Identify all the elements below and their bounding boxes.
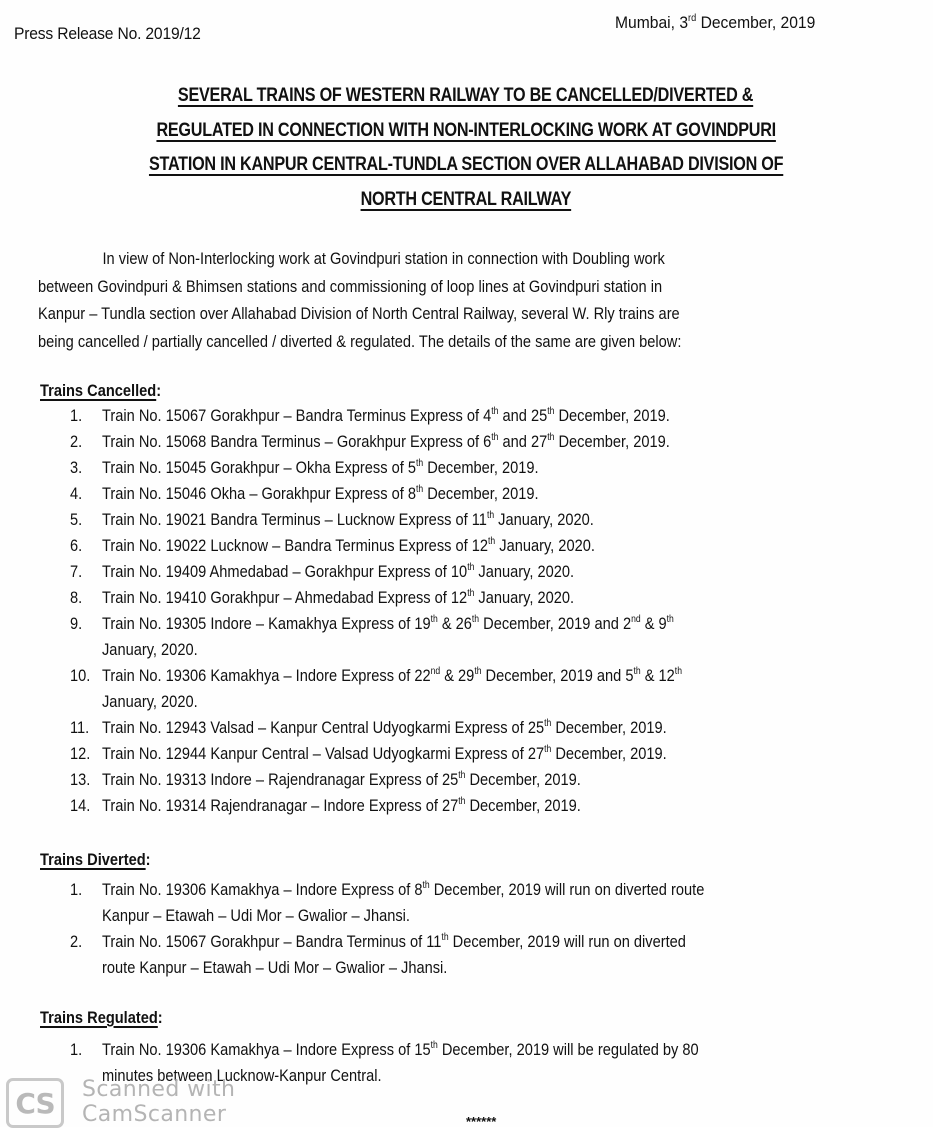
intro-line: being cancelled / partially cancelled / diverted & regulated. The details of the same are given below: <box>38 331 682 351</box>
end-marker: ****** <box>466 1114 497 1129</box>
list-item <box>40 715 920 741</box>
press-release-number: Press Release No. 2019/12 <box>14 24 201 43</box>
section-heading-diverted: Trains Diverted: <box>40 850 151 869</box>
section-heading-regulated: Trains Regulated: <box>40 1008 163 1027</box>
item-number: 6. <box>70 536 83 555</box>
item-text: Train No. 19306 Kamakhya – Indore Express of 15th December, 2019 will be regulated by 80 <box>102 1040 699 1059</box>
item-number: 2. <box>70 932 83 951</box>
item-number: 8. <box>70 588 83 607</box>
item-number: 7. <box>70 562 83 581</box>
item-text: Train No. 15045 Gorakhpur – Okha Express of 5th December, 2019. <box>102 458 539 477</box>
camscanner-watermark <box>82 1077 235 1127</box>
title-line: NORTH CENTRAL RAILWAY <box>360 187 572 210</box>
item-number: 13. <box>70 770 91 789</box>
list-item <box>40 481 920 507</box>
list-item <box>40 877 920 929</box>
item-text-continued: January, 2020. <box>102 692 198 711</box>
item-number: 4. <box>70 484 83 503</box>
item-text: Train No. 19306 Kamakhya – Indore Express of 8th December, 2019 will run on diverted route <box>102 880 705 899</box>
cancelled-trains-list <box>40 403 920 819</box>
item-text: Train No. 19305 Indore – Kamakhya Express of 19th & 26th December, 2019 and 2nd & 9th <box>102 614 674 633</box>
intro-line: Kanpur – Tundla section over Allahabad Division of North Central Railway, several W. Rly trains are <box>38 304 680 323</box>
list-item <box>40 767 920 793</box>
item-text: Train No. 19313 Indore – Rajendranagar Express of 25th December, 2019. <box>102 770 581 789</box>
title-line: STATION IN KANPUR CENTRAL-TUNDLA SECTION OVER ALLAHABAD DIVISION OF <box>148 153 784 175</box>
list-item <box>40 533 920 559</box>
list-item <box>40 455 920 481</box>
section-heading-cancelled: Trains Cancelled: <box>40 381 162 400</box>
intro-line: between Govindpuri & Bhimsen stations and commissioning of loop lines at Govindpuri station in <box>38 276 663 296</box>
item-number: 1. <box>70 880 83 899</box>
intro-line: In view of Non-Interlocking work at Govindpuri station in connection with Doubling work <box>102 249 665 268</box>
camscanner-logo-icon: CS <box>6 1078 64 1128</box>
list-item <box>40 507 920 533</box>
date-prefix: Mumbai, 3 <box>615 13 689 32</box>
list-item <box>40 611 920 663</box>
item-text: Train No. 19021 Bandra Terminus – Lucknow Express of 11th January, 2020. <box>102 510 594 529</box>
item-number: 5. <box>70 510 83 529</box>
list-item <box>40 585 920 611</box>
item-text: Train No. 12943 Valsad – Kanpur Central Udyogkarmi Express of 25th December, 2019. <box>102 718 667 737</box>
item-text: Train No. 15067 Gorakhpur – Bandra Terminus Express of 4th and 25th December, 2019. <box>102 406 670 425</box>
item-text: Train No. 19410 Gorakhpur – Ahmedabad Express of 12th January, 2020. <box>102 588 575 607</box>
item-text-continued: January, 2020. <box>102 640 198 659</box>
item-number: 9. <box>70 614 83 633</box>
item-text: Train No. 19314 Rajendranagar – Indore Express of 27th December, 2019. <box>102 796 581 815</box>
item-number: 14. <box>70 796 91 815</box>
item-number: 10. <box>70 666 91 685</box>
item-number: 1. <box>70 1040 83 1059</box>
item-text: Train No. 15068 Bandra Terminus – Gorakhpur Express of 6th and 27th December, 2019. <box>102 432 670 451</box>
title-line: SEVERAL TRAINS OF WESTERN RAILWAY TO BE CANCELLED/DIVERTED & <box>178 84 754 106</box>
diverted-trains-list <box>40 877 920 981</box>
list-item <box>40 403 920 429</box>
item-text: Train No. 19306 Kamakhya – Indore Express of 22nd & 29th December, 2019 and 5th & 12th <box>102 666 682 685</box>
item-text: Train No. 19022 Lucknow – Bandra Terminus Express of 12th January, 2020. <box>102 536 595 555</box>
title-line: REGULATED IN CONNECTION WITH NON-INTERLOCKING WORK AT GOVINDPURI <box>156 118 776 141</box>
list-item <box>40 429 920 455</box>
list-item <box>40 793 920 819</box>
watermark-line-1: Scanned with <box>82 1077 236 1102</box>
item-text: Train No. 12944 Kanpur Central – Valsad Udyogkarmi Express of 27th December, 2019. <box>102 744 667 763</box>
item-number: 1. <box>70 406 83 425</box>
item-text: Train No. 19409 Ahmedabad – Gorakhpur Express of 10th January, 2020. <box>102 562 575 581</box>
list-item <box>40 559 920 585</box>
list-item <box>40 663 920 715</box>
list-item <box>40 929 920 981</box>
item-text-continued: route Kanpur – Etawah – Udi Mor – Gwalior – Jhansi. <box>102 958 448 977</box>
item-text-continued: minutes between Lucknow-Kanpur Central. <box>102 1066 382 1085</box>
intro-paragraph <box>38 245 918 355</box>
date-ordinal: rd <box>688 13 697 24</box>
item-number: 3. <box>70 458 83 477</box>
list-item <box>40 741 920 767</box>
item-number: 2. <box>70 432 83 451</box>
item-text: Train No. 15046 Okha – Gorakhpur Express of 8th December, 2019. <box>102 484 539 503</box>
watermark-line-2: CamScanner <box>82 1102 227 1127</box>
place-and-date <box>615 13 815 33</box>
item-text: Train No. 15067 Gorakhpur – Bandra Terminus of 11th December, 2019 will run on diverted <box>102 932 686 951</box>
document-title <box>30 78 902 216</box>
item-text-continued: Kanpur – Etawah – Udi Mor – Gwalior – Jhansi. <box>102 906 410 925</box>
item-number: 11. <box>70 718 90 737</box>
date-suffix: December, 2019 <box>696 13 816 32</box>
item-number: 12. <box>70 744 91 763</box>
